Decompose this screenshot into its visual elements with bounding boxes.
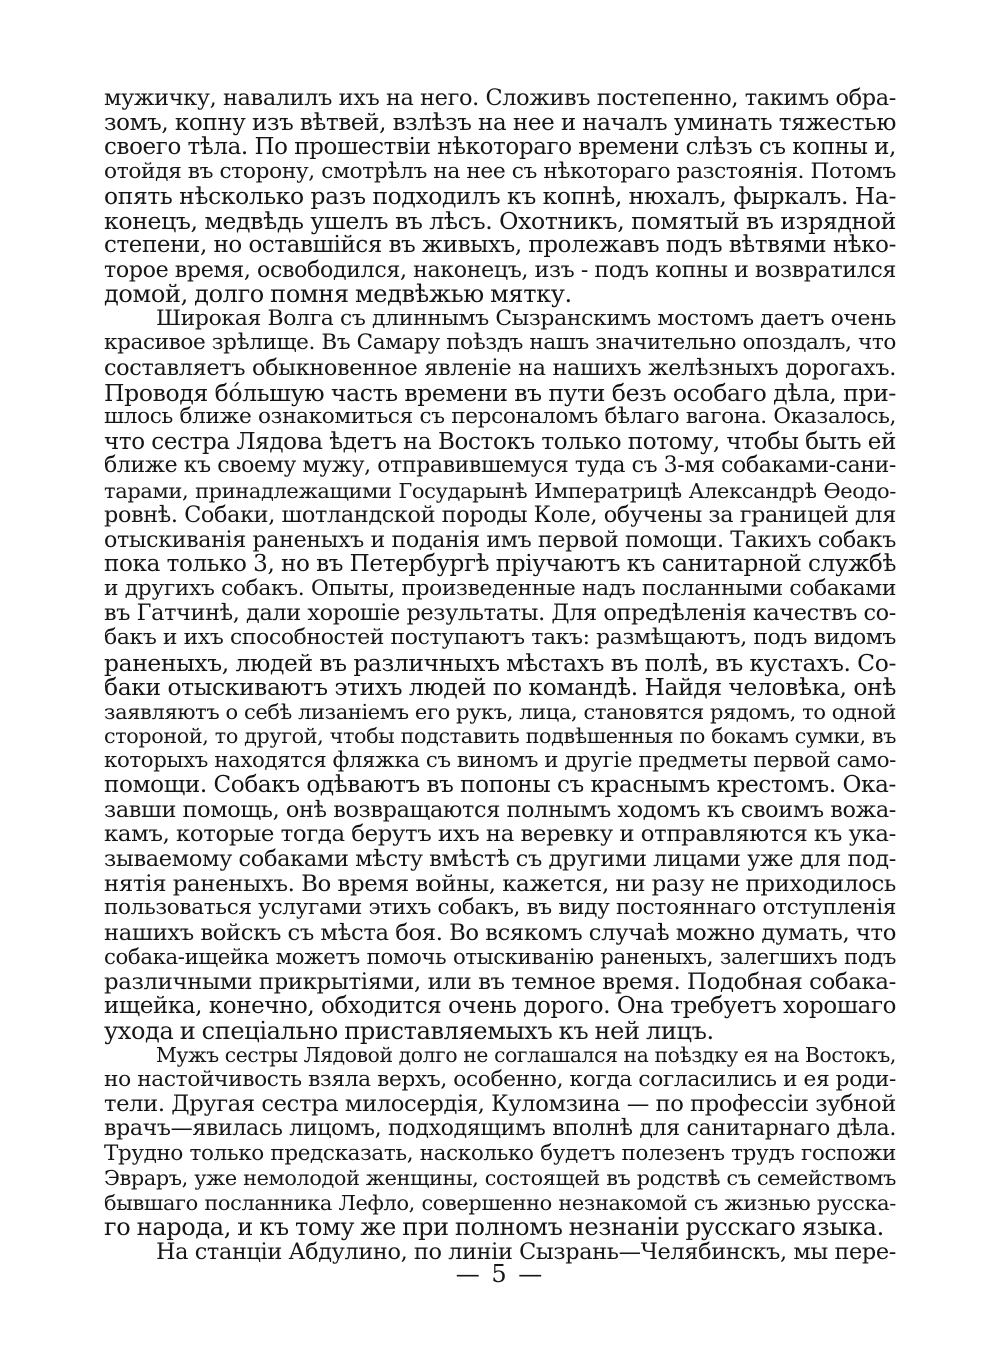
text-line: Трудно только предсказать, насколько будетъ полезенъ трудъ госпожи [104,1140,896,1166]
body-text [104,86,896,1264]
text-line: ровнѣ. Собаки, шотландской породы Коле, обучены за границей для [104,502,896,529]
text-line: но настойчивость взяла верхъ, особенно, когда согласились и ея роди- [104,1066,896,1092]
text-line: бывшаго посланника Лефло, совершенно незнакомой съ жизнью русска- [104,1190,896,1215]
text-line: пока только 3, но въ Петербургѣ пріучаютъ къ санитарной службѣ [104,551,896,578]
text-line: собака-ищейка можетъ помочь отыскиванію раненыхъ, залегшихъ подъ [104,944,896,970]
text-line: тели. Другая сестра милосердія, Куломзина — по профессіи зубной [104,1091,896,1118]
text-line: домой, долго помня медвѣжью мятку. [104,280,572,309]
text-line: зомъ, копну изъ вѣтвей, взлѣзъ на нее и началъ уминать тяжестью [104,109,896,136]
text-line: конецъ, медвѣдь ушелъ въ лѣсъ. Охотникъ, помятый въ изрядной [104,206,896,235]
text-line: Проводя бóльшую часть времени въ пути безъ особаго дѣла, при- [104,378,896,407]
text-line: нятія раненыхъ. Во время войны, кажется, ни разу не приходилось [104,870,896,897]
text-line: На станціи Абдулино, по линіи Сызрань—Челябинскъ, мы пере- [156,1238,896,1265]
text-line: составляетъ обыкновенное явленіе на нашихъ желѣзныхъ дорогахъ. [104,355,896,382]
text-line: нашихъ войскъ съ мѣста боя. Во всякомъ случаѣ можно думать, что [104,919,896,946]
text-line: и другихъ собакъ. Опыты, произведенные надъ посланными собаками [104,575,896,601]
text-line: стороной, то другой, чтобы подставить подвѣшенныя по бокамъ сумки, въ [104,724,896,749]
text-line: степени, но оставшійся въ живыхъ, пролежавъ подъ вѣтвями нѣко- [104,232,896,259]
text-line: шлось ближе ознакомиться съ персоналомъ бѣлаго вагона. Оказалось, [104,404,896,430]
text-line: баки отыскиваютъ этихъ людей по командѣ. Найдя человѣка, онѣ [104,673,896,702]
text-line: которыхъ находятся фляжка съ виномъ и другіе предметы первой само- [104,747,896,773]
text-line: различными прикрытіями, или въ темное время. Подобная собака- [104,968,896,995]
text-line: что сестра Лядова ѣдетъ на Востокъ только потому, чтобы быть ей [104,428,896,455]
text-line: помощи. Собакъ одѣваютъ въ попоны съ краснымъ крестомъ. Ока- [104,772,896,799]
text-line: зываемому собаками мѣсту вмѣстѣ съ другими лицами уже для под- [104,845,896,872]
text-line: врачъ—явилась лицомъ, подходящимъ вполнѣ для санитарнаго дѣла. [104,1115,896,1141]
text-line: торое время, освободился, наконецъ, изъ - подъ копны и возвратился [104,256,896,283]
text-line: красивое зрѣлище. Въ Самару поѣздъ нашъ значительно опоздалъ, что [104,330,896,356]
text-line: Эвраръ, уже немолодой женщины, состоящей въ родствѣ съ семействомъ [104,1166,896,1191]
text-line: бакъ и ихъ способностей поступаютъ такъ: размѣщаютъ, подъ видомъ [104,625,896,651]
text-line: тарами, принадлежащими Государынѣ Императрицѣ Александрѣ Ѳеодо- [104,478,896,503]
text-line: Мужъ сестры Лядовой долго не соглашался на поѣздку ея на Востокъ, [156,1043,896,1068]
page-number: — 5 — [455,1260,545,1288]
text-line: го народа, и къ тому же при полномъ незнаніи русскаго языка. [104,1213,884,1242]
text-line: отойдя въ сторону, смотрѣлъ на нее съ нѣкотораго разстоянія. Потомъ [104,158,896,184]
text-line: Широкая Волга съ длиннымъ Сызранскимъ мостомъ даетъ очень [156,305,896,331]
text-line: въ Гатчинѣ, дали хорошіе результаты. Для опредѣленія качествъ со- [104,600,896,627]
text-line: ищейка, конечно, обходится очень дорого. Она требуетъ хорошаго [104,993,896,1020]
text-line: отыскиванія раненыхъ и поданія имъ первой помощи. Такихъ собакъ [104,526,896,553]
text-line: опять нѣсколько разъ подходилъ къ копнѣ, нюхалъ, фыркалъ. На- [104,182,896,211]
text-line: раненыхъ, людей въ различныхъ мѣстахъ въ полѣ, въ кустахъ. Со- [104,648,896,677]
text-line: ухода и спеціально приставляемыхъ къ ней лицъ. [104,1016,714,1045]
text-line: заявляютъ о себѣ лизаніемъ его рукъ, лица, становятся рядомъ, то одной [104,699,896,724]
text-line: пользоваться услугами этихъ собакъ, въ виду постояннаго отступленія [104,895,896,921]
text-line: ближе къ своему мужу, отправившемуся туда съ 3-мя собаками-сани- [104,453,896,479]
text-line: завши помощь, онѣ возвращаются полнымъ ходомъ къ своимъ вожа- [104,796,896,823]
text-line: своего тѣла. По прошествіи нѣкотораго времени слѣзъ съ копны и, [104,134,896,161]
text-line: мужичку, навалилъ ихъ на него. Сложивъ постепенно, такимъ обра- [104,85,896,111]
text-line: камъ, которые тогда берутъ ихъ на веревку и отправляются къ ука- [104,821,896,848]
